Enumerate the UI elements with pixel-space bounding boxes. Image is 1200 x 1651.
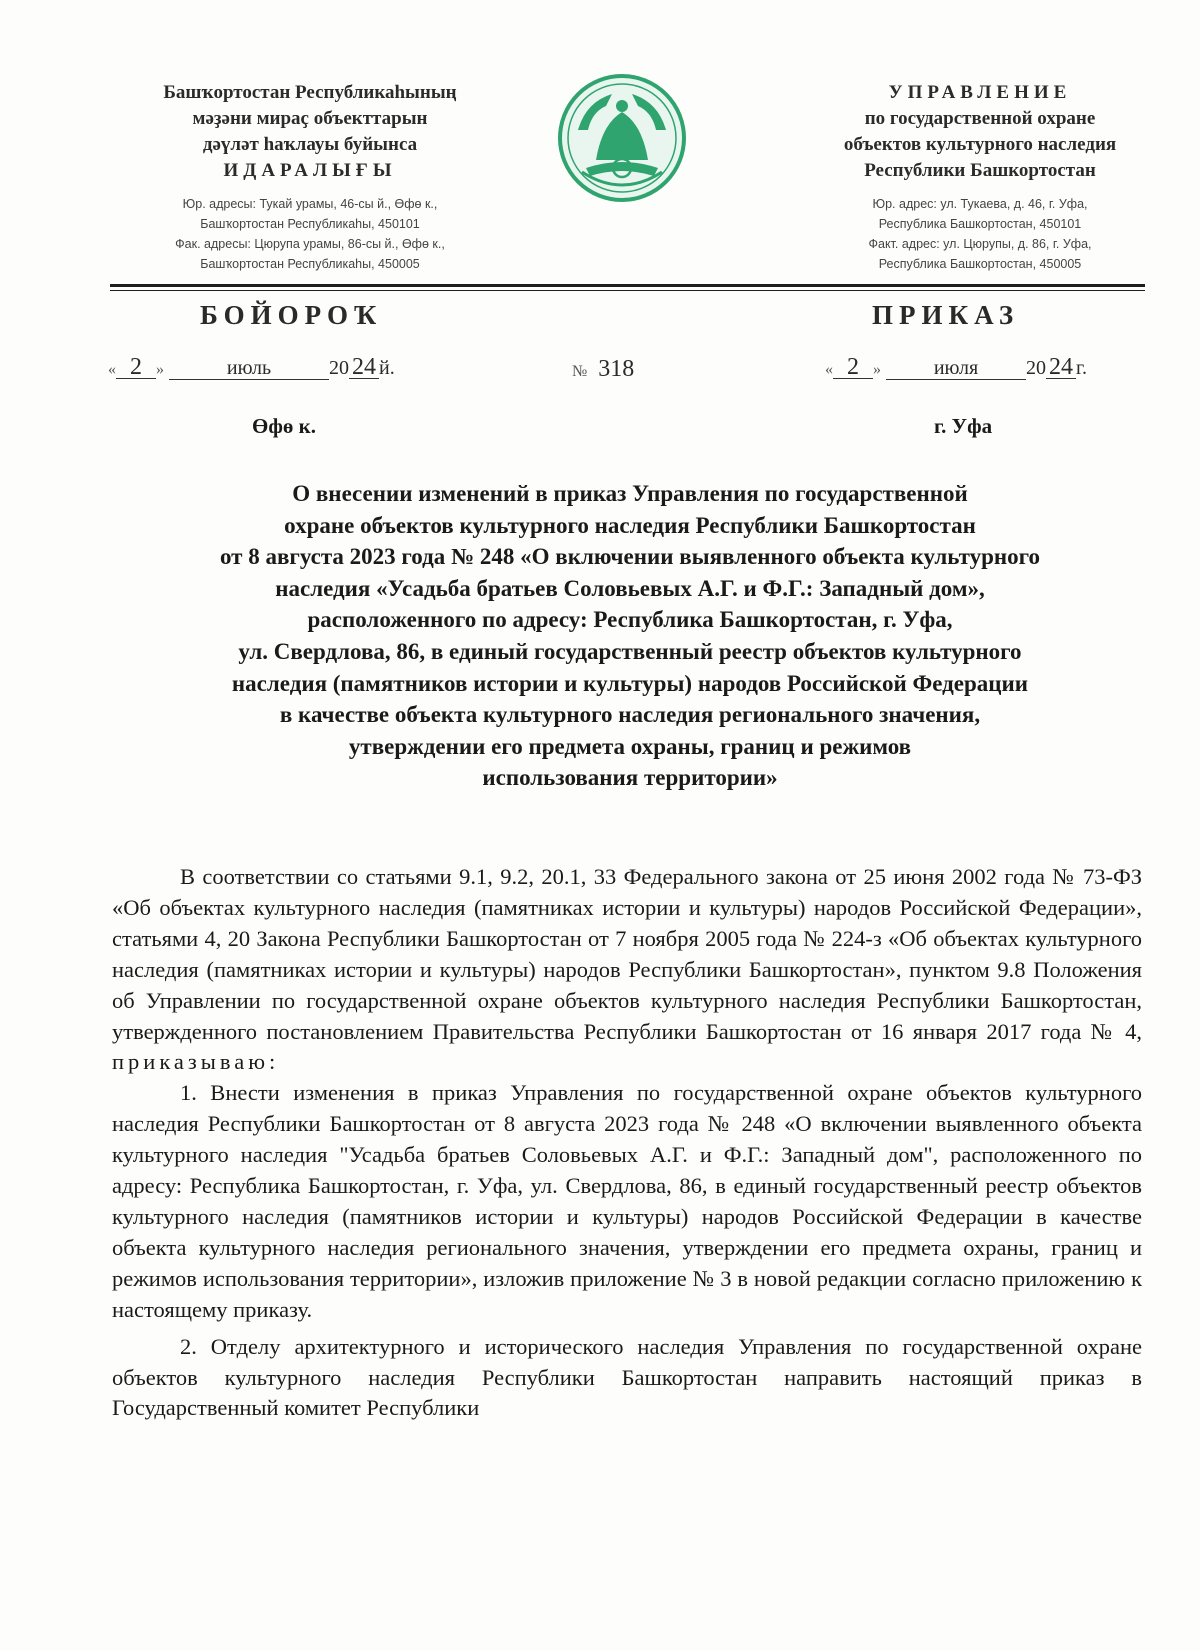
date-year-suffix: 24 xyxy=(349,356,379,379)
title-line: использования территории» xyxy=(482,765,778,791)
title-line: от 8 августа 2023 года № 248 «О включении выявленного объекта культурного xyxy=(219,544,1040,570)
header-russian-line: объектов культурного наследия xyxy=(843,134,1117,155)
title-line: охране объектов культурного наследия Республики Башкортостан xyxy=(284,512,976,538)
document-body xyxy=(112,862,1142,1424)
header-bashkir-line: Башҡортостан Республикаһының xyxy=(163,82,457,103)
address-line: Юр. адрес: ул. Тукаева, д. 46, г. Уфа, xyxy=(872,197,1088,211)
header-bashkir-address xyxy=(100,194,520,274)
date-month: июль xyxy=(169,357,329,380)
title-line: в качестве объекта культурного наследия регионального значения, xyxy=(279,702,981,728)
address-line: Республика Башкортостан, 450005 xyxy=(878,257,1082,271)
address-line: Факт. адрес: ул. Цюрупы, д. 86, г. Уфа, xyxy=(868,237,1092,251)
date-year-prefix: 20 xyxy=(1026,357,1046,379)
title-line: ул. Свердлова, 86, в единый государственный реестр объектов культурного xyxy=(238,638,1022,664)
paragraph-preamble xyxy=(112,862,1142,1078)
header-bashkir-line: мәҙәни мираҫ объекттарын xyxy=(192,108,428,129)
title-line: утверждении его предмета охраны, границ и режимов xyxy=(348,733,912,759)
title-line: наследия (памятников истории и культуры) народов Российской Федерации xyxy=(231,670,1029,696)
doc-number xyxy=(572,356,634,383)
bashkortostan-emblem-icon xyxy=(556,72,688,204)
header-russian xyxy=(800,80,1160,274)
quote-open: « xyxy=(108,361,116,378)
header-bashkir xyxy=(100,80,520,274)
address-line: Башҡортостан Республикаһы, 450005 xyxy=(200,257,420,271)
date-year-abbr: й. xyxy=(379,357,395,379)
order-word: приказываю: xyxy=(112,1049,280,1075)
date-month: июля xyxy=(886,357,1026,380)
number-value: 318 xyxy=(598,356,635,382)
doc-type-bashkir: БОЙОРОҠ xyxy=(200,300,383,330)
header-russian-line: по государственной охране xyxy=(864,108,1096,129)
date-bashkir xyxy=(108,356,395,380)
title-line: наследия «Усадьба братьев Соловьевых А.Г. и Ф.Г.: Западный дом», xyxy=(275,575,985,601)
date-day: 2 xyxy=(116,356,156,379)
title-line: О внесении изменений в приказ Управления по государственной xyxy=(292,481,968,506)
header-bashkir-line: дәүләт һаҡлауы буйынса xyxy=(202,134,418,155)
address-line: Фак. адресы: Цюрупа урамы, 86-сы й., Өфө к., xyxy=(175,237,445,251)
preamble-text: В соответствии со статьями 9.1, 9.2, 20.1, 33 Федерального закона от 25 июня 2002 года № 73-ФЗ «Об объектах культурного наследия (памятниках истории и культуры) народов Российской Федерации», статьями 4, 20 Закона Республики Башкортостан от 7 ноября 2005 года № 224-з «Об объектах культурного наследия (памятниках истории и культуры) народов Республики Башкортостан», пунктом 9.8 Положения об Управлении по государственной охране объектов культурного наследия Республики Башкортостан, утвержденного постановлением Правительства Республики Башкортостан от 16 января 2017 года № 4, xyxy=(112,864,1142,1044)
date-russian xyxy=(825,356,1087,380)
header-russian-address xyxy=(800,194,1160,274)
header-russian-line: Республики Башкортостан xyxy=(864,160,1096,181)
quote-open: « xyxy=(825,361,833,378)
date-year-suffix: 24 xyxy=(1046,356,1076,379)
date-day: 2 xyxy=(833,356,873,379)
city-russian: г. Уфа xyxy=(934,414,993,438)
paragraph-item-2: 2. Отделу архитектурного и исторического наследия Управления по государственной охране объектов культурного наследия Республики Башкортостан направить настоящий приказ в Государственный комитет Республики xyxy=(112,1333,1142,1421)
header-divider-thin xyxy=(110,290,1145,291)
address-line: Башҡортостан Республикаһы, 450101 xyxy=(200,217,420,231)
quote-close: » xyxy=(156,361,164,378)
title-line: расположенного по адресу: Республика Башкортостан, г. Уфа, xyxy=(307,607,953,633)
doc-type-russian: ПРИКАЗ xyxy=(872,300,1020,330)
document-title xyxy=(120,478,1140,794)
paragraph-item-1: 1. Внести изменения в приказ Управления по государственной охране объектов культурного наследия Республики Башкортостан от 8 августа 2023 года № 248 «О включении выявленного объекта культурного наследия "Усадьба братьев Соловьевых А.Г. и Ф.Г.: Западный дом", расположенного по адресу: Республика Башкортостан, г. Уфа, ул. Свердлова, 86, в единый государственный реестр объектов культурного наследия (памятников истории и культуры) народов Российской Федерации в качестве объекта культурного наследия регионального значения, утверждении его предмета охраны, границ и режимов использования территории», изложив приложение № 3 в новой редакции согласно приложению к настоящему приказу. xyxy=(112,1080,1142,1322)
number-label: № xyxy=(572,363,588,380)
date-year-abbr: г. xyxy=(1076,357,1087,379)
city-bashkir: Өфө к. xyxy=(252,414,316,438)
date-year-prefix: 20 xyxy=(329,357,349,379)
header-divider xyxy=(110,284,1145,287)
quote-close: » xyxy=(873,361,881,378)
address-line: Республика Башкортостан, 450101 xyxy=(878,217,1082,231)
header-russian-org: УПРАВЛЕНИЕ xyxy=(888,82,1072,103)
address-line: Юр. адресы: Тукай урамы, 46-сы й., Өфө к., xyxy=(182,197,438,211)
header-bashkir-org: ИДАРАЛЫҒЫ xyxy=(223,160,397,181)
